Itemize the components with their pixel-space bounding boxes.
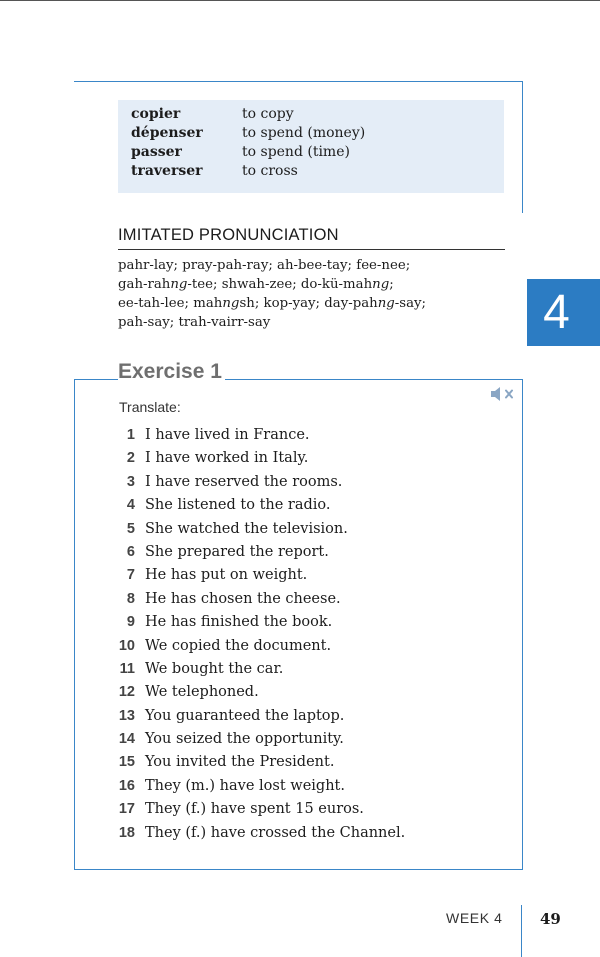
item-text: He has chosen the cheese. xyxy=(145,590,341,607)
vocab-french: traverser xyxy=(131,163,203,179)
item-text: He has finished the book. xyxy=(145,614,333,631)
pronunciation-segment: ; xyxy=(389,277,394,292)
top-rule xyxy=(0,0,600,1)
item-text: I have reserved the rooms. xyxy=(145,473,343,490)
item-number: 15 xyxy=(118,754,135,771)
pronunciation-segment: -say; xyxy=(394,296,427,311)
exercise-item xyxy=(118,425,498,448)
item-text: They (f.) have spent 15 euros. xyxy=(145,801,364,818)
exercise-item xyxy=(118,636,498,659)
item-text: They (m.) have lost weight. xyxy=(145,777,345,794)
pronunciation-segment: ng xyxy=(372,277,390,292)
exercise-item xyxy=(118,776,498,799)
item-number: 6 xyxy=(126,543,135,560)
item-number: 17 xyxy=(118,801,135,818)
vocab-row xyxy=(131,105,504,124)
pronunciation-text xyxy=(118,256,448,332)
exercise-item xyxy=(118,448,498,471)
exercise-item xyxy=(118,799,498,822)
vocab-french: passer xyxy=(131,144,182,160)
item-text: We bought the car. xyxy=(145,660,284,677)
item-number: 7 xyxy=(126,567,135,584)
item-number: 10 xyxy=(118,637,135,654)
item-number: 18 xyxy=(118,824,135,841)
item-text: You invited the President. xyxy=(145,754,335,771)
pronunciation-segment: -tee; shwah-zee; do-kü-mah xyxy=(187,277,373,292)
pronunciation-segment: sh; kop-yay; day-pah xyxy=(239,296,378,311)
item-text: You guaranteed the laptop. xyxy=(145,707,345,724)
item-text: I have worked in Italy. xyxy=(145,450,309,467)
vocab-english: to cross xyxy=(242,163,298,179)
item-text: She prepared the report. xyxy=(145,543,329,560)
frame-side-rule xyxy=(522,81,523,213)
item-number: 13 xyxy=(118,707,135,724)
exercise-item xyxy=(118,565,498,588)
pronunciation-line xyxy=(118,275,448,294)
vocab-french: dépenser xyxy=(131,125,203,141)
item-text: He has put on weight. xyxy=(145,567,308,584)
pronunciation-segment: pahr-lay; pray-pah-ray; ah-bee-tay; fee-nee; xyxy=(118,258,411,273)
exercise-item xyxy=(118,682,498,705)
exercise-item xyxy=(118,752,498,775)
item-text: We telephoned. xyxy=(145,684,259,701)
item-text: She listened to the radio. xyxy=(145,497,331,514)
item-number: 5 xyxy=(126,520,135,537)
exercise-item xyxy=(118,729,498,752)
item-number: 1 xyxy=(126,427,135,443)
vocab-english: to spend (money) xyxy=(242,125,366,141)
vocab-row xyxy=(131,143,504,162)
pronunciation-heading: IMITATED PRONUNCIATION xyxy=(118,226,505,250)
item-text: She watched the television. xyxy=(145,520,348,537)
footer-rule xyxy=(521,905,522,957)
item-text: You seized the opportunity. xyxy=(145,731,344,748)
pronunciation-segment: ng xyxy=(170,277,188,292)
chapter-tab: 4 xyxy=(527,279,600,346)
pronunciation-segment: ng xyxy=(377,296,395,311)
vocab-row xyxy=(131,124,504,143)
item-number: 8 xyxy=(126,590,135,607)
pronunciation-segment: ng xyxy=(222,296,240,311)
page-number: 49 xyxy=(540,910,561,928)
frame-top-rule xyxy=(74,81,523,82)
vocab-french: copier xyxy=(131,106,181,122)
item-text: They (f.) have crossed the Channel. xyxy=(145,824,406,841)
pronunciation-line xyxy=(118,294,448,313)
exercise-item xyxy=(118,612,498,635)
exercise-item xyxy=(118,472,498,495)
pronunciation-segment: pah-say; trah-vairr-say xyxy=(118,315,271,330)
pronunciation-segment: ee-tah-lee; mah xyxy=(118,296,223,311)
exercise-item xyxy=(118,823,498,846)
audio-mute-icon[interactable] xyxy=(490,386,518,402)
vocab-english: to spend (time) xyxy=(242,144,350,160)
exercise-item xyxy=(118,542,498,565)
pronunciation-line xyxy=(118,313,448,332)
item-text: I have lived in France. xyxy=(145,427,310,443)
exercise-title: Exercise 1 xyxy=(118,359,225,385)
pronunciation-line xyxy=(118,256,448,275)
exercise-instruction: Translate: xyxy=(119,399,181,415)
item-number: 11 xyxy=(119,660,135,677)
item-text: We copied the document. xyxy=(145,637,332,654)
vocab-row xyxy=(131,162,504,181)
exercise-item xyxy=(118,659,498,682)
item-number: 12 xyxy=(118,684,135,701)
exercise-list xyxy=(118,425,498,846)
item-number: 2 xyxy=(126,450,135,467)
item-number: 9 xyxy=(126,614,135,631)
vocab-english: to copy xyxy=(242,106,294,122)
vocabulary-box xyxy=(118,100,504,193)
pronunciation-segment: gah-rah xyxy=(118,277,171,292)
item-number: 4 xyxy=(126,497,135,514)
exercise-item xyxy=(118,495,498,518)
footer-section: WEEK 4 xyxy=(446,910,503,926)
item-number: 16 xyxy=(118,777,135,794)
exercise-item xyxy=(118,589,498,612)
item-number: 3 xyxy=(126,473,135,490)
exercise-item xyxy=(118,706,498,729)
item-number: 14 xyxy=(118,731,135,748)
exercise-item xyxy=(118,519,498,542)
